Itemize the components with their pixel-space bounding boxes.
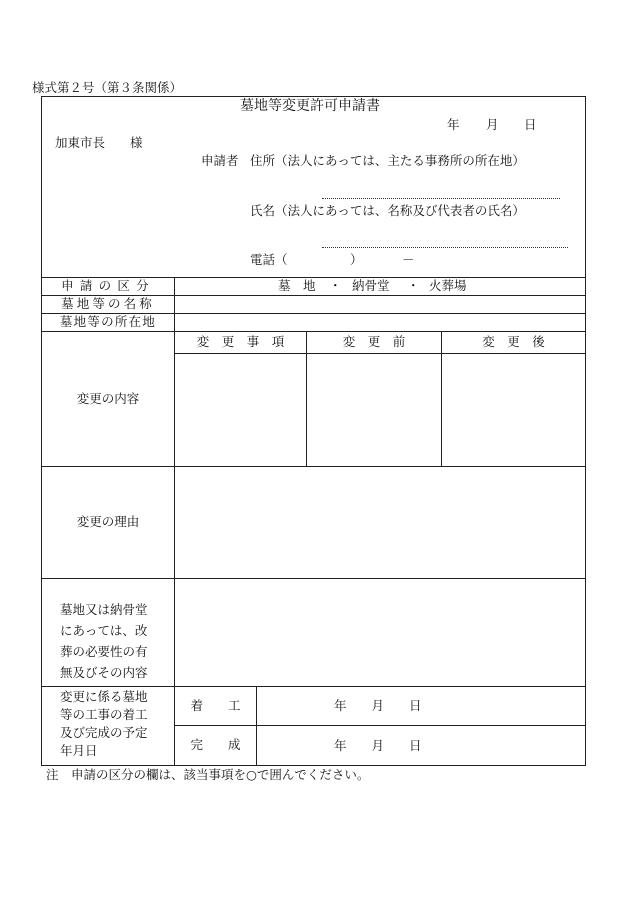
addressee: 加東市長 様 xyxy=(55,135,143,150)
change-item-header: 変 更 事 項 xyxy=(196,334,285,350)
category-separator-2: ・ xyxy=(407,278,420,293)
rule-schedule-top xyxy=(41,686,586,687)
start-date: 年 月 日 xyxy=(334,698,422,713)
date-year-label: 年 xyxy=(447,117,460,132)
start-label: 着 工 xyxy=(190,697,241,713)
change-after-header: 変 更 後 xyxy=(482,334,545,350)
category-label: 申請の区分 xyxy=(61,278,155,294)
frame-bottom xyxy=(41,765,586,766)
address-label: 住所（法人にあっては、主たる事務所の所在地） xyxy=(250,153,525,168)
rule-change-header-bottom xyxy=(174,353,586,354)
category-option-ossuary[interactable]: 納骨堂 xyxy=(352,278,390,293)
date-month-label: 月 xyxy=(486,117,499,132)
complete-date: 年 月 日 xyxy=(334,738,422,753)
facility-location-label: 墓地等の所在地 xyxy=(59,314,157,330)
change-content-label: 変更の内容 xyxy=(76,390,140,406)
date-day-label: 日 xyxy=(524,117,537,132)
phone-dash: － xyxy=(402,252,415,267)
frame-right xyxy=(585,96,586,765)
complete-label: 完 成 xyxy=(190,737,241,753)
category-option-crematorium[interactable]: 火葬場 xyxy=(429,278,467,293)
frame-top xyxy=(41,96,586,97)
rule-reburial-top xyxy=(41,578,586,579)
phone-label: 電話（ xyxy=(250,252,288,267)
schedule-label: 変更に係る墓地等の工事の着工及び完成の予定年月日 xyxy=(60,689,148,758)
form-number: 様式第２号（第３条関係） xyxy=(32,80,183,95)
phone-close: ） xyxy=(350,252,363,267)
reburial-label: 墓地又は納骨堂にあっては、改葬の必要性の有無及びその内容 xyxy=(60,602,148,680)
form-title: 墓地等変更許可申請書 xyxy=(240,98,380,114)
name-line[interactable] xyxy=(322,247,568,248)
change-reason-label: 変更の理由 xyxy=(76,514,140,530)
footnote: 注 申請の区分の欄は、該当事項を○で囲んでください。 xyxy=(46,767,370,782)
facility-name-label: 墓地等の名称 xyxy=(61,296,155,312)
name-label: 氏名（法人にあっては、名称及び代表者の氏名） xyxy=(250,203,525,218)
change-before-header: 変 更 前 xyxy=(342,334,406,350)
category-separator-1: ・ xyxy=(329,278,342,293)
applicant-label: 申請者 xyxy=(201,153,239,168)
rule-schedule-col xyxy=(256,686,257,765)
category-option-cemetery[interactable]: 墓 地 xyxy=(278,278,316,293)
address-line[interactable] xyxy=(322,198,560,199)
